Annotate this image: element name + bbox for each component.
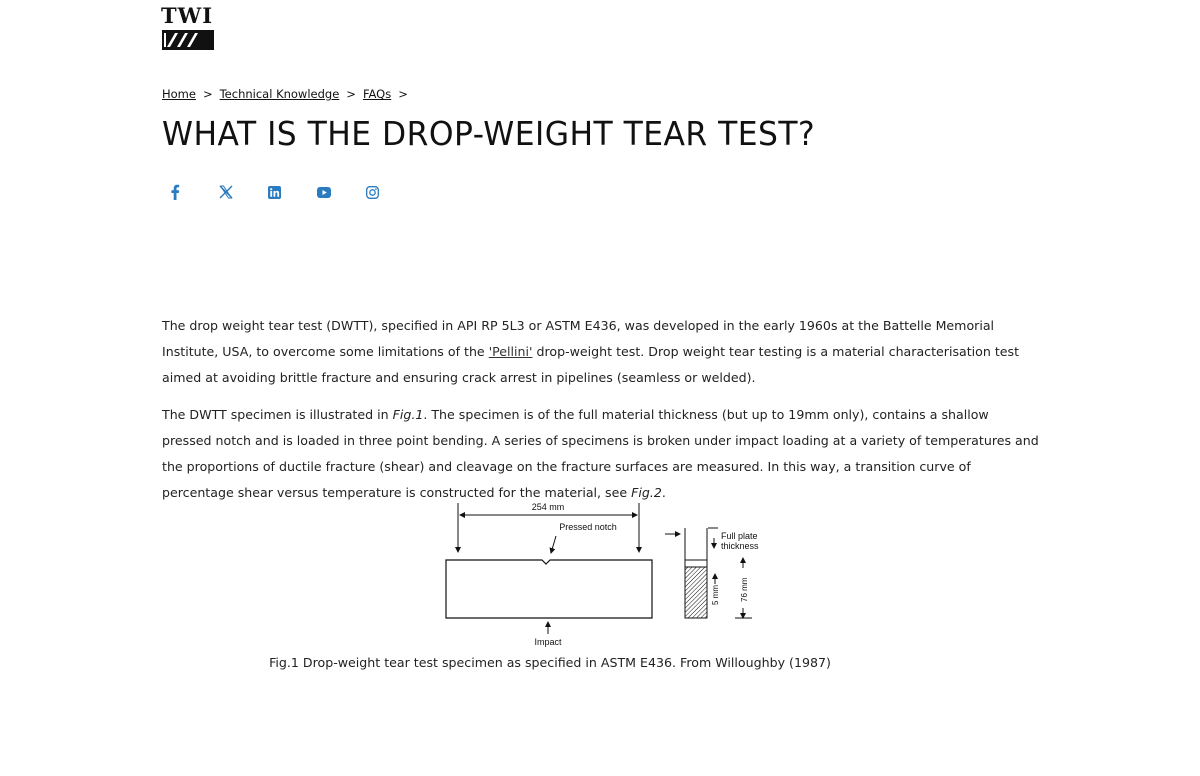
pellini-link[interactable]: 'Pellini' — [488, 344, 533, 359]
instagram-icon[interactable] — [366, 183, 415, 201]
dwtt-specimen-diagram — [430, 498, 790, 650]
paragraph-text: The drop weight tear test (DWTT), specified in API RP 5L3 or ASTM E436, was developed in the early 1960s at the Battelle Memorial Institute, USA, to overcome some limitations of the — [162, 318, 995, 359]
impact-label: Impact — [534, 637, 562, 647]
breadcrumb-separator: > — [398, 87, 408, 101]
logo-mark-icon — [161, 29, 215, 51]
breadcrumb-technical-knowledge[interactable]: Technical Knowledge — [219, 87, 340, 101]
breadcrumb-faqs[interactable]: FAQs — [362, 87, 392, 101]
breadcrumb-separator: > — [202, 87, 213, 101]
plate-thickness-label-1: Full plate — [721, 531, 758, 541]
paragraph-text: drop-weight test. Drop weight tear testing is a material characterisation test aimed at avoiding brittle fracture and ensuring crack arrest in pipelines (seamless or welded). — [162, 344, 1020, 385]
youtube-icon[interactable] — [317, 183, 366, 201]
x-icon[interactable] — [219, 183, 268, 201]
plate-thickness-label-2: thickness — [721, 541, 759, 551]
paragraph-text: . — [661, 485, 666, 500]
paragraph-text: The DWTT specimen is illustrated in — [162, 407, 393, 422]
length-label: 254 mm — [531, 502, 565, 512]
logo-text: TWI — [161, 3, 214, 28]
intro-paragraph — [162, 313, 1042, 391]
height-label: 76 mm — [740, 577, 749, 602]
twi-logo[interactable] — [161, 5, 217, 51]
linkedin-icon[interactable] — [268, 183, 317, 201]
breadcrumb — [162, 87, 408, 101]
notch-depth-label: 5 mm — [711, 585, 720, 605]
social-share-bar — [170, 183, 415, 201]
fig1-reference: Fig.1 — [392, 407, 424, 422]
breadcrumb-separator: > — [346, 87, 356, 101]
notch-label: Pressed notch — [559, 522, 617, 532]
breadcrumb-home[interactable]: Home — [162, 87, 196, 101]
figure-caption — [0, 655, 1200, 670]
specimen-paragraph — [162, 402, 1042, 506]
caption-text: Fig.1 Drop-weight tear test specimen as specified in ASTM E436. From Willoughby (1987) — [269, 655, 831, 670]
paragraph-text: . The specimen is of the full material thickness (but up to 19mm only), contains a shallow pressed notch and is loaded in three point bending. A series of specimens is broken under impact loading at a variety of temperatures and the proportions of ductile fracture (shear) and cleavage on the fracture surfaces are measured. In this way, a transition curve of percentage shear versus temperature is constructed for the material, see — [162, 407, 1039, 500]
page-title: WHAT IS THE DROP-WEIGHT TEAR TEST? — [162, 114, 816, 153]
facebook-icon[interactable] — [170, 183, 219, 201]
fig2-reference: Fig.2 — [631, 485, 662, 500]
